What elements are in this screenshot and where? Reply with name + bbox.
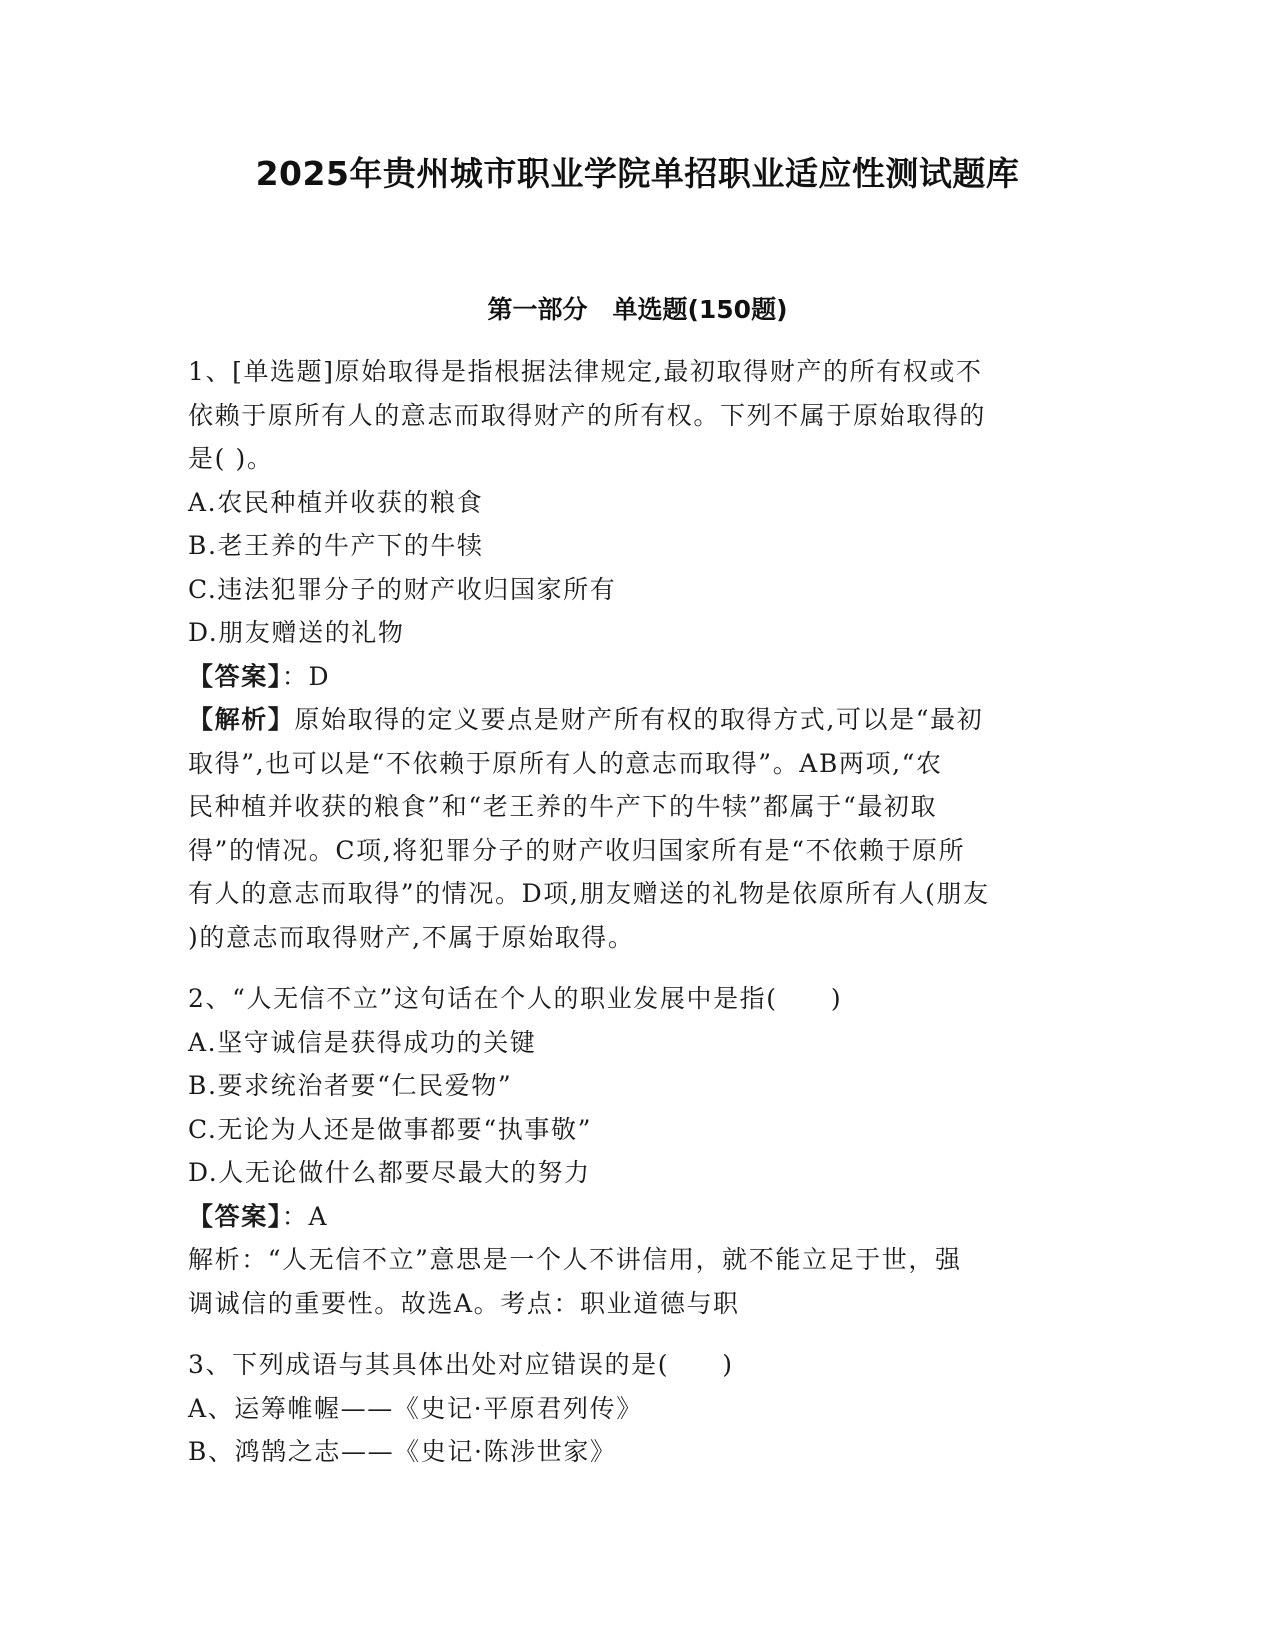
option-a: A.坚守诚信是获得成功的关键 <box>188 1027 537 1057</box>
option-a: A、运筹帷幄——《史记·平原君列传》 <box>188 1393 643 1423</box>
analysis-line: 解析：“人无信不立”意思是一个人不讲信用，就不能立足于世，强 <box>188 1245 962 1274</box>
question-stem-line: 1、[单选题]原始取得是指根据法律规定,最初取得财产的所有权或不 <box>188 357 983 386</box>
answer-label: 【答案】 <box>188 661 282 691</box>
question-stem-line: 3、下列成语与其具体出处对应错误的是( ) <box>188 1350 734 1379</box>
analysis-line: 有人的意志而取得”的情况。D项,朋友赠送的礼物是依原所有人(朋友 <box>188 879 990 908</box>
option-d: D.人无论做什么都要尽最大的努力 <box>188 1158 591 1187</box>
option-a: A.农民种植并收获的粮食 <box>188 487 484 517</box>
analysis-label: 【解析】 <box>188 705 295 734</box>
spacer <box>188 959 1083 977</box>
analysis-line: 调诚信的重要性。故选A。考点：职业道德与职 <box>188 1288 740 1318</box>
document-title: 2025年贵州城市职业学院单招职业适应性测试题库 <box>255 154 1020 193</box>
answer-line <box>188 1195 1083 1239</box>
question-1 <box>188 350 1083 959</box>
analysis-line: 取得”,也可以是“不依赖于原所有人的意志而取得”。AB两项,“农 <box>188 748 943 778</box>
option-b: B.老王养的牛产下的牛犊 <box>188 531 484 560</box>
analysis-text: 原始取得的定义要点是财产所有权的取得方式,可以是“最初 <box>294 705 984 734</box>
analysis-line <box>188 698 1083 742</box>
question-2 <box>188 977 1083 1325</box>
document-body <box>188 350 1083 1474</box>
question-stem-line: 2、“人无信不立”这句话在个人的职业发展中是指( ) <box>188 984 843 1013</box>
option-c: C.无论为人还是做事都要“执事敬” <box>188 1114 592 1144</box>
spacer <box>188 1325 1083 1343</box>
question-stem-line: 依赖于原所有人的意志而取得财产的所有权。下列不属于原始取得的 <box>188 400 987 430</box>
option-d: D.朋友赠送的礼物 <box>188 618 405 647</box>
option-b: B、鸿鹄之志——《史记·陈涉世家》 <box>188 1437 617 1466</box>
question-3 <box>188 1343 1083 1474</box>
question-stem-line: 是( )。 <box>188 444 274 473</box>
option-b: B.要求统治者要“仁民爱物” <box>188 1071 513 1100</box>
analysis-line: 得”的情况。C项,将犯罪分子的财产收归国家所有是“不依赖于原所 <box>188 835 966 865</box>
answer-label: 【答案】 <box>188 1201 282 1231</box>
analysis-line: )的意志而取得财产,不属于原始取得。 <box>188 922 635 952</box>
section-heading: 第一部分 单选题(150题) <box>487 295 788 324</box>
answer-line <box>188 655 1083 699</box>
analysis-line: 民种植并收获的粮食”和“老王养的牛产下的牛犊”都属于“最初取 <box>188 792 938 821</box>
option-c: C.违法犯罪分子的财产收归国家所有 <box>188 574 617 604</box>
answer-value: ：D <box>281 661 331 691</box>
answer-value: ：A <box>281 1201 329 1231</box>
